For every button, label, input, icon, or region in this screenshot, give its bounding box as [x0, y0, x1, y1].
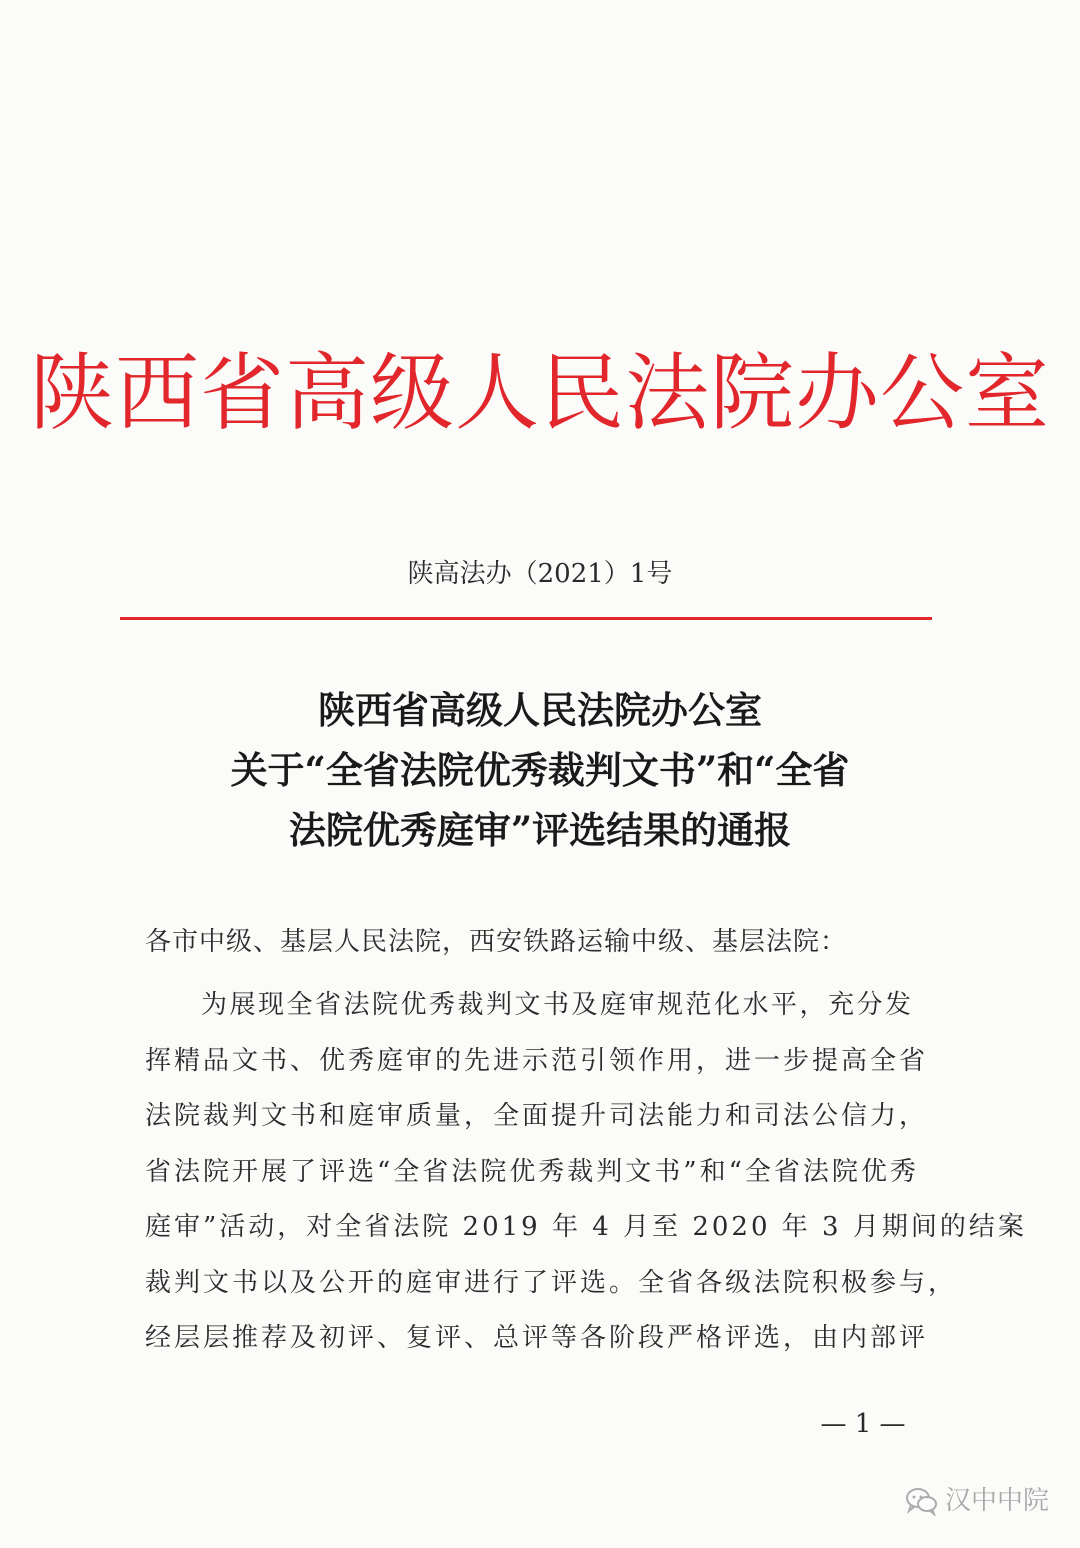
recipients-line: 各市中级、基层人民法院，西安铁路运输中级、基层法院： — [145, 927, 848, 957]
subject-line: 法院优秀庭审”评选结果的通报 — [288, 808, 792, 852]
body-line: 挥精品文书、优秀庭审的先进示范引领作用，进一步提高全省 — [145, 1045, 929, 1076]
body-line: 法院裁判文书和庭审质量，全面提升司法能力和司法公信力， — [145, 1101, 929, 1131]
body-line: 为展现全省法院优秀裁判文书及庭审规范化水平，充分发 — [201, 990, 914, 1020]
body-line: 裁判文书以及公开的庭审进行了评选。全省各级法院积极参与， — [145, 1267, 958, 1298]
subject-line: 关于“全省法院优秀裁判文书”和“全省 — [230, 748, 850, 792]
wechat-icon — [905, 1486, 939, 1516]
page-number: — 1 — — [820, 1409, 906, 1439]
document-number: 陕高法办（2021）1号 — [407, 559, 673, 589]
body-line: 省法院开展了评选“全省法院优秀裁判文书”和“全省法院优秀 — [145, 1156, 919, 1187]
notice-subject — [150, 680, 930, 860]
subject-line: 陕西省高级人民法院办公室 — [318, 688, 762, 732]
body-paragraph — [145, 978, 1027, 1367]
body-line: 经层层推荐及初评、复评、总评等各阶段严格评选，由内部评 — [145, 1323, 929, 1353]
body-line: 庭审”活动，对全省法院 2019 年 4 月至 2020 年 3 月期间的结案 — [145, 1212, 1027, 1242]
red-divider-line — [120, 617, 932, 620]
account-watermark — [905, 1478, 1049, 1524]
office-letterhead-title: 陕西省高级人民法院办公室 — [29, 344, 1050, 442]
watermark-text: 汉中中院 — [945, 1486, 1050, 1516]
